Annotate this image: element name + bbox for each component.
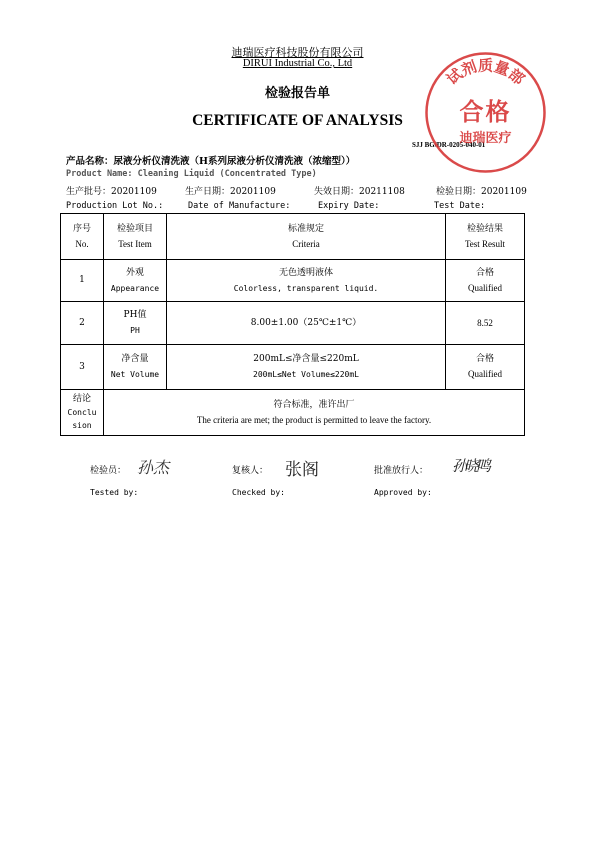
tested-by-label-cn: 检验员： [90,466,127,476]
stamp-bottom-text: 迪瑞医疗 [459,131,512,146]
company-name-cn: 迪瑞医疗科技股份有限公司 [231,46,364,59]
test-result: 合格 Qualified [446,260,525,302]
document-title-cn: 检验报告单 [264,86,330,101]
header-test-result: 检验结果 Test Result [446,214,525,260]
table-header-row [61,214,525,260]
test-result: 8.52 [446,302,525,345]
test-item: 外观 Appearance [104,260,167,302]
document-code: SJJ BG/DR-0205-040-01 [412,141,486,149]
checker-signature: 张阁 [285,460,319,480]
lot-number-label-en: Production Lot No.: [66,201,164,211]
company-name-en: DIRUI Industrial Co., Ltd [242,58,353,69]
tested-by-label-en: Tested by: [90,488,139,497]
test-item: 净含量 Net Volume [104,345,167,390]
criteria: 无色透明液体 Colorless, transparent liquid. [167,260,446,302]
approver-signature: 孙晓鸣 [452,457,489,475]
test-item: PH值 PH [104,302,167,345]
approved-by-label-en: Approved by: [374,488,432,497]
row-number: 2 [61,302,104,345]
header-test-item: 检验项目 Test Item [104,214,167,260]
manufacture-date-label-en: Date of Manufacture: [188,201,291,211]
expiry-date-label-en: Expiry Date: [318,201,380,211]
test-result: 合格 Qualified [446,345,525,390]
row-number: 3 [61,345,104,390]
test-date-label-en: Test Date: [434,201,486,211]
table-row [61,260,525,302]
expiry-date-label-cn: 失效日期：20211108 [314,187,405,197]
checked-by-label-en: Checked by: [232,488,285,497]
product-name-cn: 产品名称：尿液分析仪清洗液（H系列尿液分析仪清洗液（浓缩型）） [66,156,356,167]
header-no: 序号 No. [61,214,104,260]
stamp-center-text: 合格 [459,98,512,126]
criteria: 200mL≤净含量≤220mL 200mL≤Net Volume≤220mL [167,345,446,390]
manufacture-date-label-cn: 生产日期：20201109 [185,187,276,197]
checked-by-label-cn: 复核人： [232,466,269,476]
stamp-top-text: 试剂质量部 [443,56,528,89]
conclusion-label: 结论 Conclu sion [61,390,104,436]
approved-by-label-cn: 批准放行人： [374,466,429,476]
table-row [61,302,525,345]
header-criteria: 标准规定 Criteria [167,214,446,260]
product-name-en: Product Name: Cleaning Liquid (Concentrated Type) [66,169,317,179]
table-row [61,345,525,390]
row-number: 1 [61,260,104,302]
lot-number-label-cn: 生产批号：20201109 [66,187,157,197]
document-title-en: CERTIFICATE OF ANALYSIS [192,112,403,129]
test-date-label-cn: 检验日期：20201109 [436,187,527,197]
quality-stamp [423,50,548,175]
criteria: 8.00±1.00（25℃±1℃） [167,302,446,345]
analysis-table [60,213,525,436]
conclusion-row [61,390,525,436]
tester-signature: 孙杰 [137,458,170,477]
conclusion-text: 符合标准，准许出厂 The criteria are met; the product is permitted to leave the factory. [104,390,525,436]
